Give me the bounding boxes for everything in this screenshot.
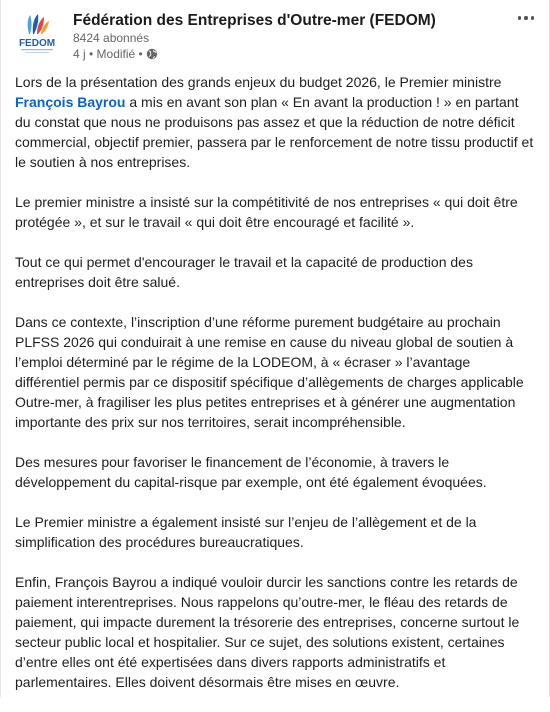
- mention-francois-bayrou[interactable]: François Bayrou: [15, 94, 126, 110]
- paragraph-3: Tout ce qui permet d'encourager le travail et la capacité de production des entreprises doit être salué.: [15, 254, 473, 290]
- post-time-modified: 4 j • Modifié •: [73, 47, 143, 61]
- post-body: [15, 72, 537, 712]
- followers-count: 8424 abonnés: [73, 31, 150, 45]
- paragraph-7: Enfin, François Bayrou a indiqué vouloir durcir les sanctions contre les retards de paiement interentreprises. Nous rappelons qu’outre-mer, le fléau des retards de paiement, qui impacte durement la trésorerie des entreprises, concerne surtout le secteur public local et hospitalier. Sur ce sujet, des solutions existent, certaines d’entre elles ont été expertisées dans divers rapports administratifs et parlementaires. Elles doivent désormais être mises en œuvre.: [15, 574, 520, 690]
- ellipsis-icon: [518, 16, 522, 20]
- svg-text:FEDOM: FEDOM: [18, 38, 56, 49]
- paragraph-4: Dans ce contexte, l’inscription d’une réforme purement budgétaire au prochain PLFSS 2026 qui conduirait à une remise en cause du niveau global de soutien à l’emploi déterminé par le régime de la LODEOM, à « écraser » l’avantage différentiel permis par ce dispositif spécifique d’allègements de charges applicable Outre-mer, à fragiliser les plus petites entreprises et à générer une augmentation importante des prix sur nos territoires, serait incompréhensible.: [15, 314, 524, 430]
- org-name[interactable]: Fédération des Entreprises d'Outre-mer (FEDOM): [73, 12, 436, 29]
- paragraph-5: Des mesures pour favoriser le financement de l’économie, à travers le développement du capital-risque par exemple, ont été également évoquées.: [15, 454, 487, 490]
- paragraph-1: Lors de la présentation des grands enjeux du budget 2026, le Premier ministre François Bayrou a mis en avant son plan « En avant la production ! » en partant du constat que nous ne produisons pas assez et que la réduction de notre déficit commercial, objectif premier, passera par le renforcement de notre tissu productif et le soutien à nos entreprises.: [15, 74, 534, 170]
- paragraph-6: Le Premier ministre a également insisté sur l’enjeu de l’allègement et de la simplification des procédures bureaucratiques.: [15, 514, 477, 550]
- fedom-logo-icon: [15, 12, 59, 56]
- post-meta: [73, 47, 158, 61]
- globe-icon: [146, 48, 158, 60]
- paragraph-2: Le premier ministre a insisté sur la compétitivité de nos entreprises « qui doit être protégée », et sur le travail « qui doit être encouragé et facilité ».: [15, 194, 518, 230]
- post-header: [1, 0, 550, 70]
- more-options-button[interactable]: [513, 8, 539, 28]
- fedom-logo[interactable]: [15, 12, 59, 56]
